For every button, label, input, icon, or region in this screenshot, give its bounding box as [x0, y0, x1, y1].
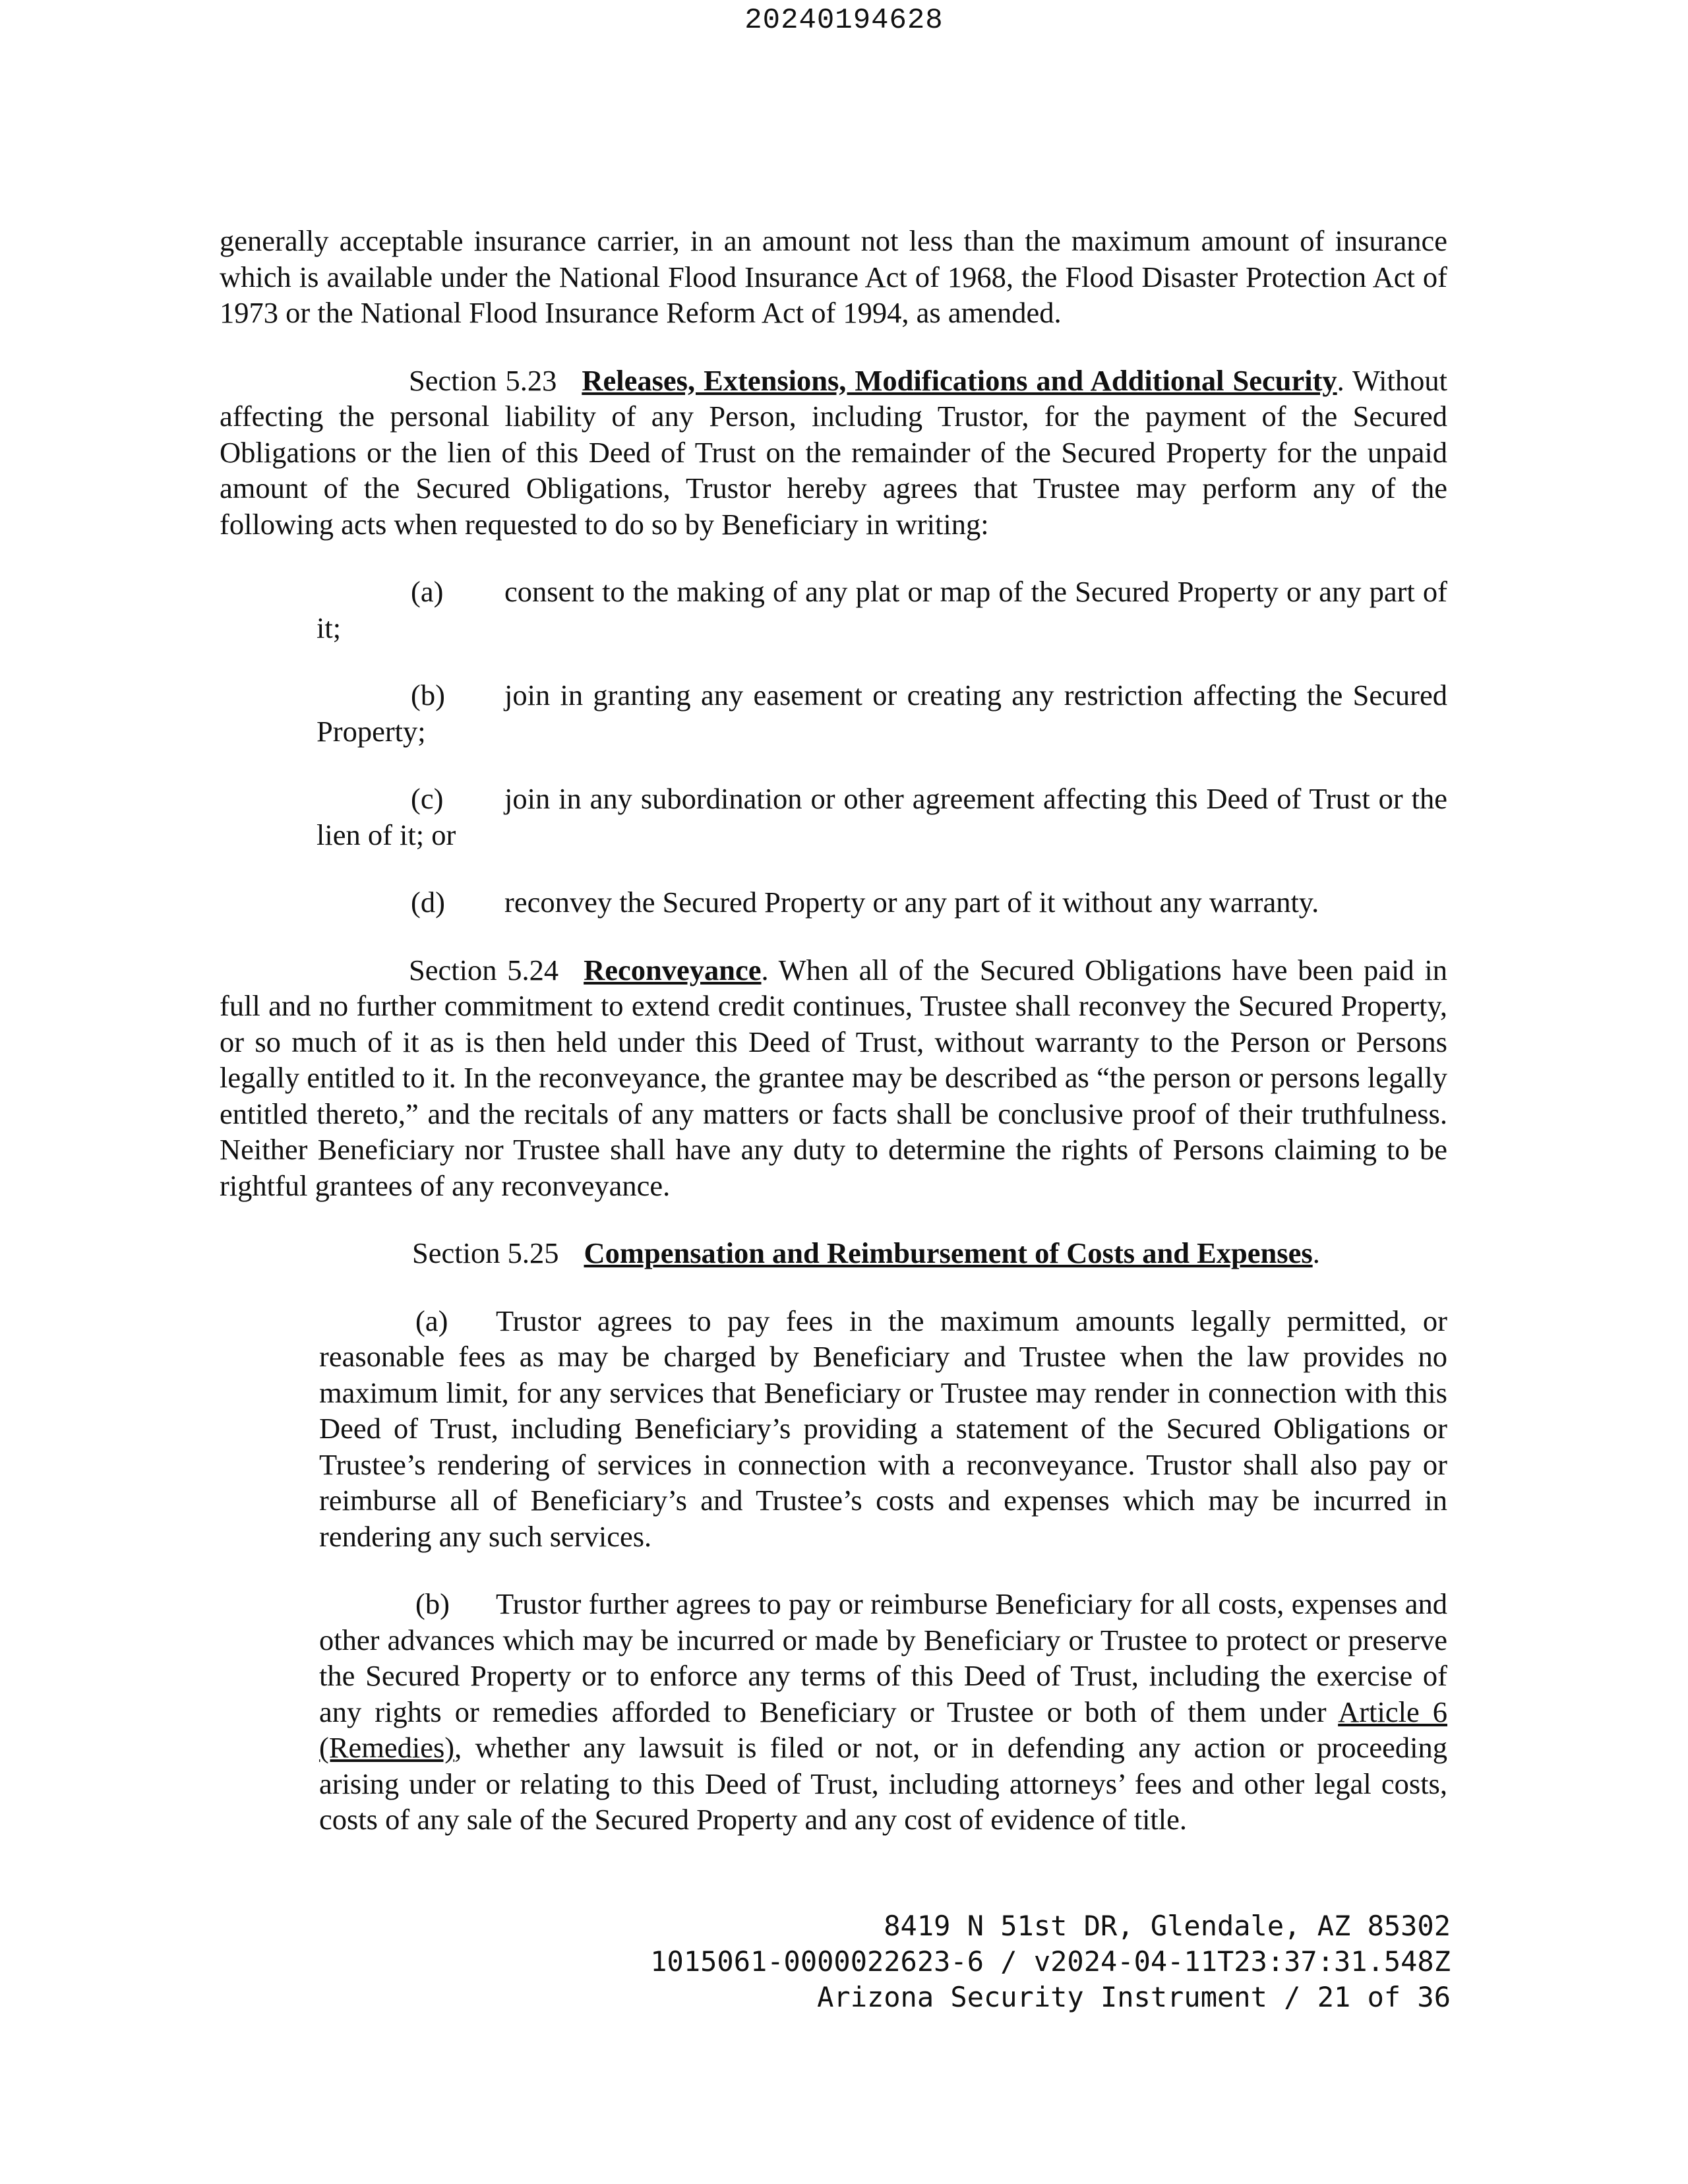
section-5-23-body: Without affecting the personal liability of any Person, including Trustor, for the payment of the Secured Obligations or the lien of this Deed of Trust on the remainder of the Secured Property for the unpaid amount of the Secured Obligations, Trustor hereby agrees that Trustee may perform any of the following acts when requested to do so by Beneficiary in writing: [220, 363, 1447, 541]
section-5-25-number: Section 5.25 [412, 1236, 559, 1269]
section-5-25-heading: Section 5.25 Compensation and Reimbursement of Costs and Expenses. [412, 1236, 1320, 1269]
section-5-25-para-a [319, 1303, 1447, 1555]
para-b-text-before: Trustor further agrees to pay or reimburse Beneficiary for all costs, expenses and other advances which may be incurred or made by Beneficiary or Trustee to protect or preserve the Secured Property or to enforce any terms of this Deed of Trust, including the exercise of any rights or remedies afforded to Beneficiary or Trustee or both of them under [319, 1587, 1447, 1728]
section-5-24-body: When all of the Secured Obligations have been paid in full and no further commitment to extend credit continues, Trustee shall reconvey the Secured Property, or so much of it as is then held under this Deed of Trust, without warranty to the Person or Persons legally entitled to it. In the reconveyance, the grantee may be described as “the person or persons legally entitled thereto,” and the recitals of any matters or facts shall be conclusive proof of their truthfulness. Neither Beneficiary nor Trustee shall have any duty to determine the rights of Persons claiming to be rightful grantees of any reconveyance. [220, 953, 1447, 1202]
item-a-text: consent to the making of any plat or map of the Secured Property or any part of it; [316, 575, 1447, 644]
section-5-24-title: Reconveyance [584, 953, 762, 986]
intro-paragraph: generally acceptable insurance carrier, in an amount not less than the maximum amount of insurance which is available under the National Flood Insurance Act of 1968, the Flood Disaster Protection Act of 1973 or the National Flood Insurance Reform Act of 1994, as amended. [220, 224, 1447, 329]
item-b-label: (b) [411, 679, 445, 712]
section-5-23-title: Releases, Extensions, Modifications and Additional Security [582, 363, 1337, 397]
section-5-25-title: Compensation and Reimbursement of Costs and Expenses [584, 1236, 1313, 1269]
article-6-reference: Article 6 (Remedies) [319, 1695, 1447, 1764]
item-b-text: join in granting any easement or creating any restriction affecting the Secured Property; [316, 679, 1447, 748]
section-5-23-item-d [316, 884, 1447, 921]
section-5-23: Section 5.23 Releases, Extensions, Modifications and Additional Security. Without affecting the personal liability of any Person, including Trustor, for the payment of the Secured Obligations or the lien of this Deed of Trust on the remainder of the Secured Property for the unpaid amount of the Secured Obligations, Trustor hereby agrees that Trustee may perform any of the following acts when requested to do so by Beneficiary in writing: [220, 363, 1447, 541]
footer-property-address: 8419 N 51st DR, Glendale, AZ 85302 [884, 1910, 1451, 1942]
para-b-label: (b) [415, 1587, 450, 1620]
document-body [220, 223, 1447, 1838]
section-5-23-number: Section 5.23 [409, 363, 557, 397]
item-c-label: (c) [411, 782, 444, 815]
section-5-24-number: Section 5.24 [409, 953, 559, 986]
para-a-text: Trustor agrees to pay fees in the maximum amounts legally permitted, or reasonable fees as may be charged by Beneficiary and Trustee when the law provides no maximum limit, for any services that Beneficiary or Trustee may render in connection with this Deed of Trust, including Beneficiary’s providing a statement of the Secured Obligations or Trustee’s rendering of services in connection with a reconveyance. Trustor shall also pay or reimburse all of Beneficiary’s and Trustee’s costs and expenses which may be incurred in rendering any such services. [319, 1304, 1447, 1553]
section-5-25-para-b [319, 1586, 1447, 1838]
section-5-24: Section 5.24 Reconveyance. When all of the Secured Obligations have been paid in full and no further commitment to extend credit continues, Trustee shall reconvey the Secured Property, or so much of it as is then held under this Deed of Trust, without warranty to the Person or Persons legally entitled to it. In the reconveyance, the grantee may be described as “the person or persons legally entitled thereto,” and the recitals of any matters or facts shall be conclusive proof of their truthfulness. Neither Beneficiary nor Trustee shall have any duty to determine the rights of Persons claiming to be rightful grantees of any reconveyance. [220, 953, 1447, 1202]
section-5-23-item-a [316, 574, 1447, 646]
footer-loan-reference: 1015061-0000022623-6 / v2024-04-11T23:37:31.548Z [650, 1945, 1451, 1978]
section-5-23-item-b [316, 677, 1447, 749]
item-d-label: (d) [411, 886, 445, 919]
footer-instrument-page: Arizona Security Instrument / 21 of 36 [817, 1981, 1451, 2013]
page-footer [650, 1908, 1451, 2015]
section-5-23-item-c [316, 781, 1447, 853]
item-d-text: reconvey the Secured Property or any part of it without any warranty. [504, 886, 1319, 919]
para-a-label: (a) [415, 1304, 448, 1337]
item-c-text: join in any subordination or other agreement affecting this Deed of Trust or the lien of it; or [316, 782, 1447, 851]
para-b-text-after: , whether any lawsuit is filed or not, or in defending any action or proceeding arising under or relating to this Deed of Trust, including attorneys’ fees and other legal costs, costs of any sale of the Secured Property and any cost of evidence of title. [319, 1731, 1447, 1836]
item-a-label: (a) [411, 575, 444, 608]
recording-number: 20240194628 [744, 4, 944, 37]
